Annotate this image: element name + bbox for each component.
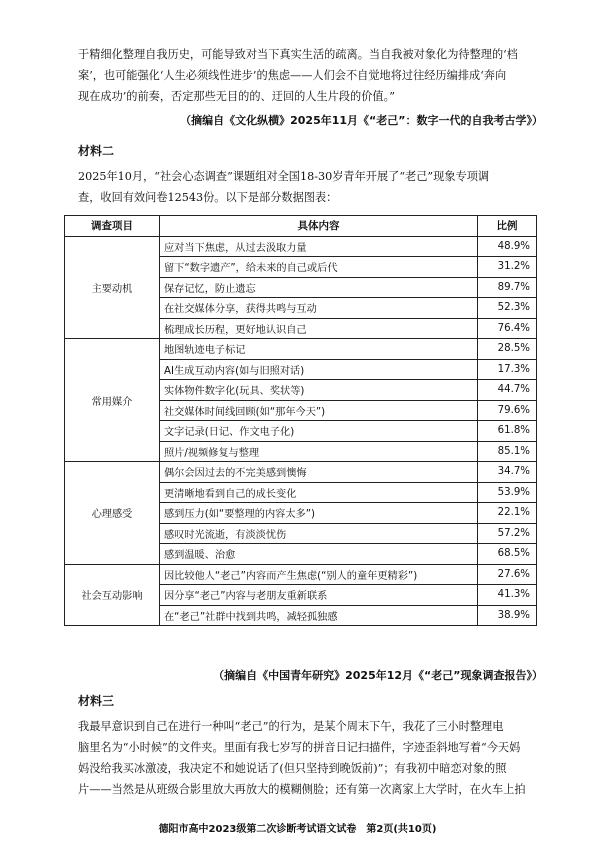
ratio-cell: 41.3% xyxy=(478,585,537,606)
ratio-cell: 53.9% xyxy=(478,482,537,503)
ratio-cell: 52.3% xyxy=(478,298,537,319)
ratio-cell: 48.9% xyxy=(478,236,537,257)
ratio-cell: 28.5% xyxy=(478,339,537,360)
table-row xyxy=(65,236,537,257)
item-cell: 应对当下焦虑，从过去汲取力量 xyxy=(160,236,478,257)
ratio-cell: 31.2% xyxy=(478,257,537,278)
text-line: 案’，也可能强化‘人生必须线性进步’的焦虑——人们会不自觉地将过往经历编排成‘奔向 xyxy=(78,69,507,82)
category-cell: 社会互动影响 xyxy=(65,564,160,626)
page-footer: 德阳市高中2023级第二次诊断考试语文试卷 第2页(共10页) xyxy=(158,824,437,835)
top-paragraph xyxy=(78,44,530,107)
item-cell: 更清晰地看到自己的成长变化 xyxy=(160,482,478,503)
text-line: 现在成功’的前奏，否定那些无目的的、迂回的人生片段的价值。” xyxy=(78,90,395,103)
category-cell: 心理感受 xyxy=(65,462,160,565)
material-2-heading: 材料二 xyxy=(78,144,115,158)
material-2-intro xyxy=(78,166,530,208)
source-citation-1: （摘编自《文化纵横》2025年11月《“老己”：数字一代的自我考古学》） xyxy=(180,114,543,127)
category-cell: 常用媒介 xyxy=(65,339,160,462)
category-cell: 主要动机 xyxy=(65,236,160,339)
table-header-row xyxy=(65,216,537,237)
item-cell: 保存记忆，防止遗忘 xyxy=(160,277,478,298)
material-3-heading: 材料三 xyxy=(78,694,115,708)
item-cell: 偶尔会因过去的不完美感到懊悔 xyxy=(160,462,478,483)
ratio-cell: 76.4% xyxy=(478,318,537,339)
ratio-cell: 61.8% xyxy=(478,421,537,442)
table-row xyxy=(65,339,537,360)
ratio-cell: 89.7% xyxy=(478,277,537,298)
item-cell: 梳理成长历程，更好地认识自己 xyxy=(160,318,478,339)
item-cell: AI生成互动内容(如与旧照对话) xyxy=(160,359,478,380)
text-line: 妈没给我买冰激凌，我决定不和她说话了(但只坚持到晚饭前)”；有我初中暗恋对象的照 xyxy=(78,762,507,775)
header-ratio: 比例 xyxy=(478,216,537,237)
text-line: 于精细化整理自我历史，可能导致对当下真实生活的疏离。当自我被对象化为待整理的‘档 xyxy=(78,48,518,61)
text-line: 2025年10月，“社会心态调查”课题组对全国18-30岁青年开展了“老己”现象专项调 xyxy=(78,170,490,183)
item-cell: 因比较他人“老己”内容而产生焦虑(“别人的童年更精彩”) xyxy=(160,564,478,585)
item-cell: 地图轨迹电子标记 xyxy=(160,339,478,360)
ratio-cell: 22.1% xyxy=(478,503,537,524)
item-cell: 因分享“老己”内容与老朋友重新联系 xyxy=(160,585,478,606)
item-cell: 感到温暖、治愈 xyxy=(160,544,478,565)
item-cell: 感叹时光流逝，有淡淡忧伤 xyxy=(160,523,478,544)
text-line: 脑里名为“小时候”的文件夹。里面有我七岁写的拼音日记扫描件，字迹歪斜地写着“今天妈 xyxy=(78,741,521,754)
item-cell: 在“老己”社群中找到共鸣，减轻孤独感 xyxy=(160,605,478,626)
item-cell: 文字记录(日记、作文电子化) xyxy=(160,421,478,442)
ratio-cell: 27.6% xyxy=(478,564,537,585)
ratio-cell: 68.5% xyxy=(478,544,537,565)
table-row xyxy=(65,462,537,483)
text-line: 片——当然是从班级合影里放大再放大的模糊侧脸；还有第一次离家上大学时，在火车上拍 xyxy=(78,783,526,796)
ratio-cell: 44.7% xyxy=(478,380,537,401)
item-cell: 在社交媒体分享，获得共鸣与互动 xyxy=(160,298,478,319)
item-cell: 照片/视频修复与整理 xyxy=(160,441,478,462)
header-survey-item: 调查项目 xyxy=(65,216,160,237)
material-3-paragraph xyxy=(78,716,530,800)
table-row xyxy=(65,564,537,585)
text-line: 查，收回有效问卷12543份。以下是部分数据图表： xyxy=(78,191,338,204)
item-cell: 实体物件数字化(玩具、奖状等) xyxy=(160,380,478,401)
ratio-cell: 85.1% xyxy=(478,441,537,462)
header-content: 具体内容 xyxy=(160,216,478,237)
ratio-cell: 38.9% xyxy=(478,605,537,626)
item-cell: 感到压力(如“要整理的内容太多”) xyxy=(160,503,478,524)
source-citation-2: （摘编自《中国青年研究》2025年12月《“老己”现象调查报告》） xyxy=(213,669,543,682)
survey-table xyxy=(64,215,537,626)
ratio-cell: 34.7% xyxy=(478,462,537,483)
ratio-cell: 79.6% xyxy=(478,400,537,421)
item-cell: 留下“数字遗产”，给未来的自己或后代 xyxy=(160,257,478,278)
ratio-cell: 57.2% xyxy=(478,523,537,544)
item-cell: 社交媒体时间线回顾(如“那年今天”) xyxy=(160,400,478,421)
ratio-cell: 17.3% xyxy=(478,359,537,380)
text-line: 我最早意识到自己在进行一种叫“老己”的行为，是某个周末下午，我花了三小时整理电 xyxy=(78,720,504,733)
